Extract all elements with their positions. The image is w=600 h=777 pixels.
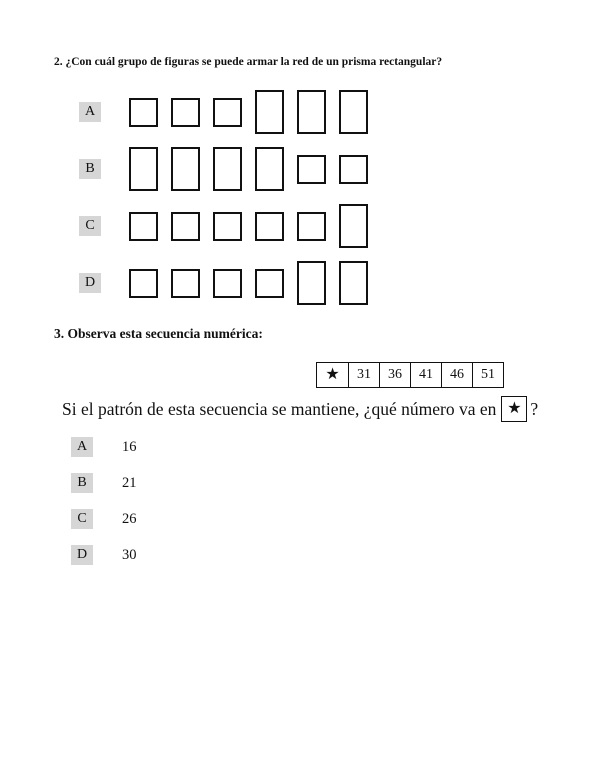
number-sequence-table [316, 362, 504, 388]
shape-square [339, 155, 368, 184]
answer-value-b: 21 [122, 475, 137, 491]
shape-rectangle [129, 147, 158, 191]
shape-rectangle [339, 90, 368, 134]
shape-rectangle [339, 261, 368, 305]
shape-rectangle [297, 90, 326, 134]
shape-square [255, 212, 284, 241]
shape-rectangle [171, 147, 200, 191]
shape-square [129, 98, 158, 127]
sequence-cell: 41 [410, 363, 441, 387]
prompt-text: Si el patrón de esta secuencia se mantiene, ¿qué número va en [62, 399, 497, 419]
answer-value-d: 30 [122, 547, 137, 563]
option-letter-a: A [79, 102, 101, 122]
sequence-cell: 36 [379, 363, 410, 387]
answer-letter-b: B [71, 473, 93, 493]
answer-letter-d: D [71, 545, 93, 565]
shape-rectangle [255, 147, 284, 191]
prompt-question-mark: ? [530, 399, 539, 419]
shape-square [213, 269, 242, 298]
shape-square [297, 155, 326, 184]
option-row-d[interactable] [79, 261, 399, 305]
option-letter-c: C [79, 216, 101, 236]
question-3-prompt [62, 394, 538, 424]
option-letter-d: D [79, 273, 101, 293]
question-3-title: 3. Observa esta secuencia numérica: [54, 326, 263, 341]
sequence-cell: 51 [472, 363, 503, 387]
shape-rectangle [213, 147, 242, 191]
shape-square [255, 269, 284, 298]
star-icon: ★ [501, 396, 527, 422]
shape-square [171, 212, 200, 241]
shape-square [129, 212, 158, 241]
question-2-title: 2. ¿Con cuál grupo de figuras se puede armar la red de un prisma rectangular? [54, 56, 443, 68]
answer-letter-a: A [71, 437, 93, 457]
option-row-a[interactable] [79, 90, 399, 134]
answer-value-c: 26 [122, 511, 137, 527]
shape-rectangle [297, 261, 326, 305]
answer-value-a: 16 [122, 439, 137, 455]
shape-rectangle [339, 204, 368, 248]
option-row-b[interactable] [79, 147, 399, 191]
answer-letter-c: C [71, 509, 93, 529]
shape-square [171, 269, 200, 298]
sequence-cell: 46 [441, 363, 472, 387]
shape-square [129, 269, 158, 298]
sequence-cell: 31 [348, 363, 379, 387]
shape-square [297, 212, 326, 241]
shape-square [213, 212, 242, 241]
sequence-cell-star: ★ [325, 366, 340, 383]
shape-square [171, 98, 200, 127]
option-row-c[interactable] [79, 204, 399, 248]
option-letter-b: B [79, 159, 101, 179]
shape-rectangle [255, 90, 284, 134]
shape-square [213, 98, 242, 127]
